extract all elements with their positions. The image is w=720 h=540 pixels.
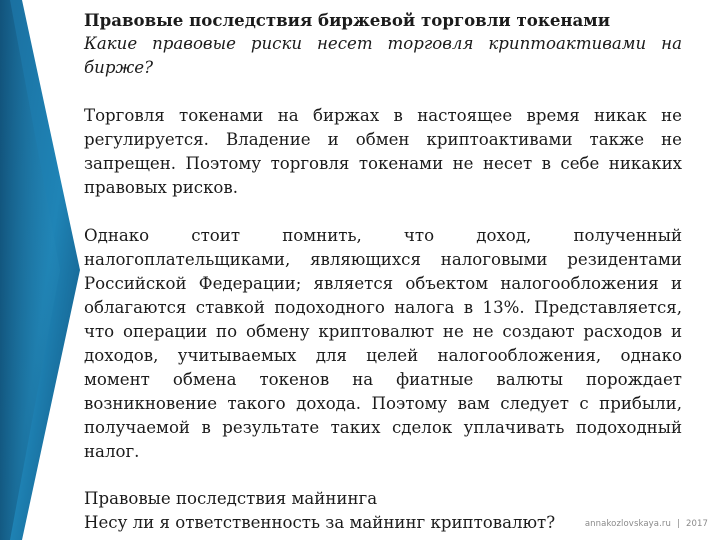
footer-year: 2017 bbox=[685, 519, 708, 529]
slide-title: Правовые последствия биржевой торговли токенами bbox=[84, 10, 611, 30]
section-2-title: Правовые последствия майнинга bbox=[84, 489, 378, 508]
footer-separator: | bbox=[676, 519, 680, 529]
section-2-question: Несу ли я ответственность за майнинг криптовалют? bbox=[84, 513, 556, 532]
side-decorative-banner bbox=[0, 0, 90, 540]
slide-question: Какие правовые риски несет торговля криптоактивами на бирже? bbox=[84, 34, 682, 77]
footer-site: annakozlovskaya.ru bbox=[584, 519, 671, 529]
slide-footer bbox=[585, 519, 708, 529]
paragraph-taxation: Однако стоит помнить, что доход, полученный налогоплательщиками, являющихся налоговыми резидентами Российской Федерации; является объектом налогообложения и облагаются ставкой подоходного налога в 13%. Представляется, что операции по обмену криптовалют не не создают расходов и доходов, учитываемых для целей налогообложения, однако момент обмена токенов на фиатные валюты порождает возникновение такого дохода. Поэтому вам следует с прибыли, получаемой в результате таких сделок уплачивать подоходный налог. bbox=[84, 226, 682, 461]
paragraph-regulation: Торговля токенами на биржах в настоящее время никак не регулируется. Владение и обмен криптоактивами также не запрещен. Поэтому торговля токенами не несет в себе никаких правовых рисков. bbox=[84, 106, 682, 197]
slide-content bbox=[84, 8, 682, 464]
